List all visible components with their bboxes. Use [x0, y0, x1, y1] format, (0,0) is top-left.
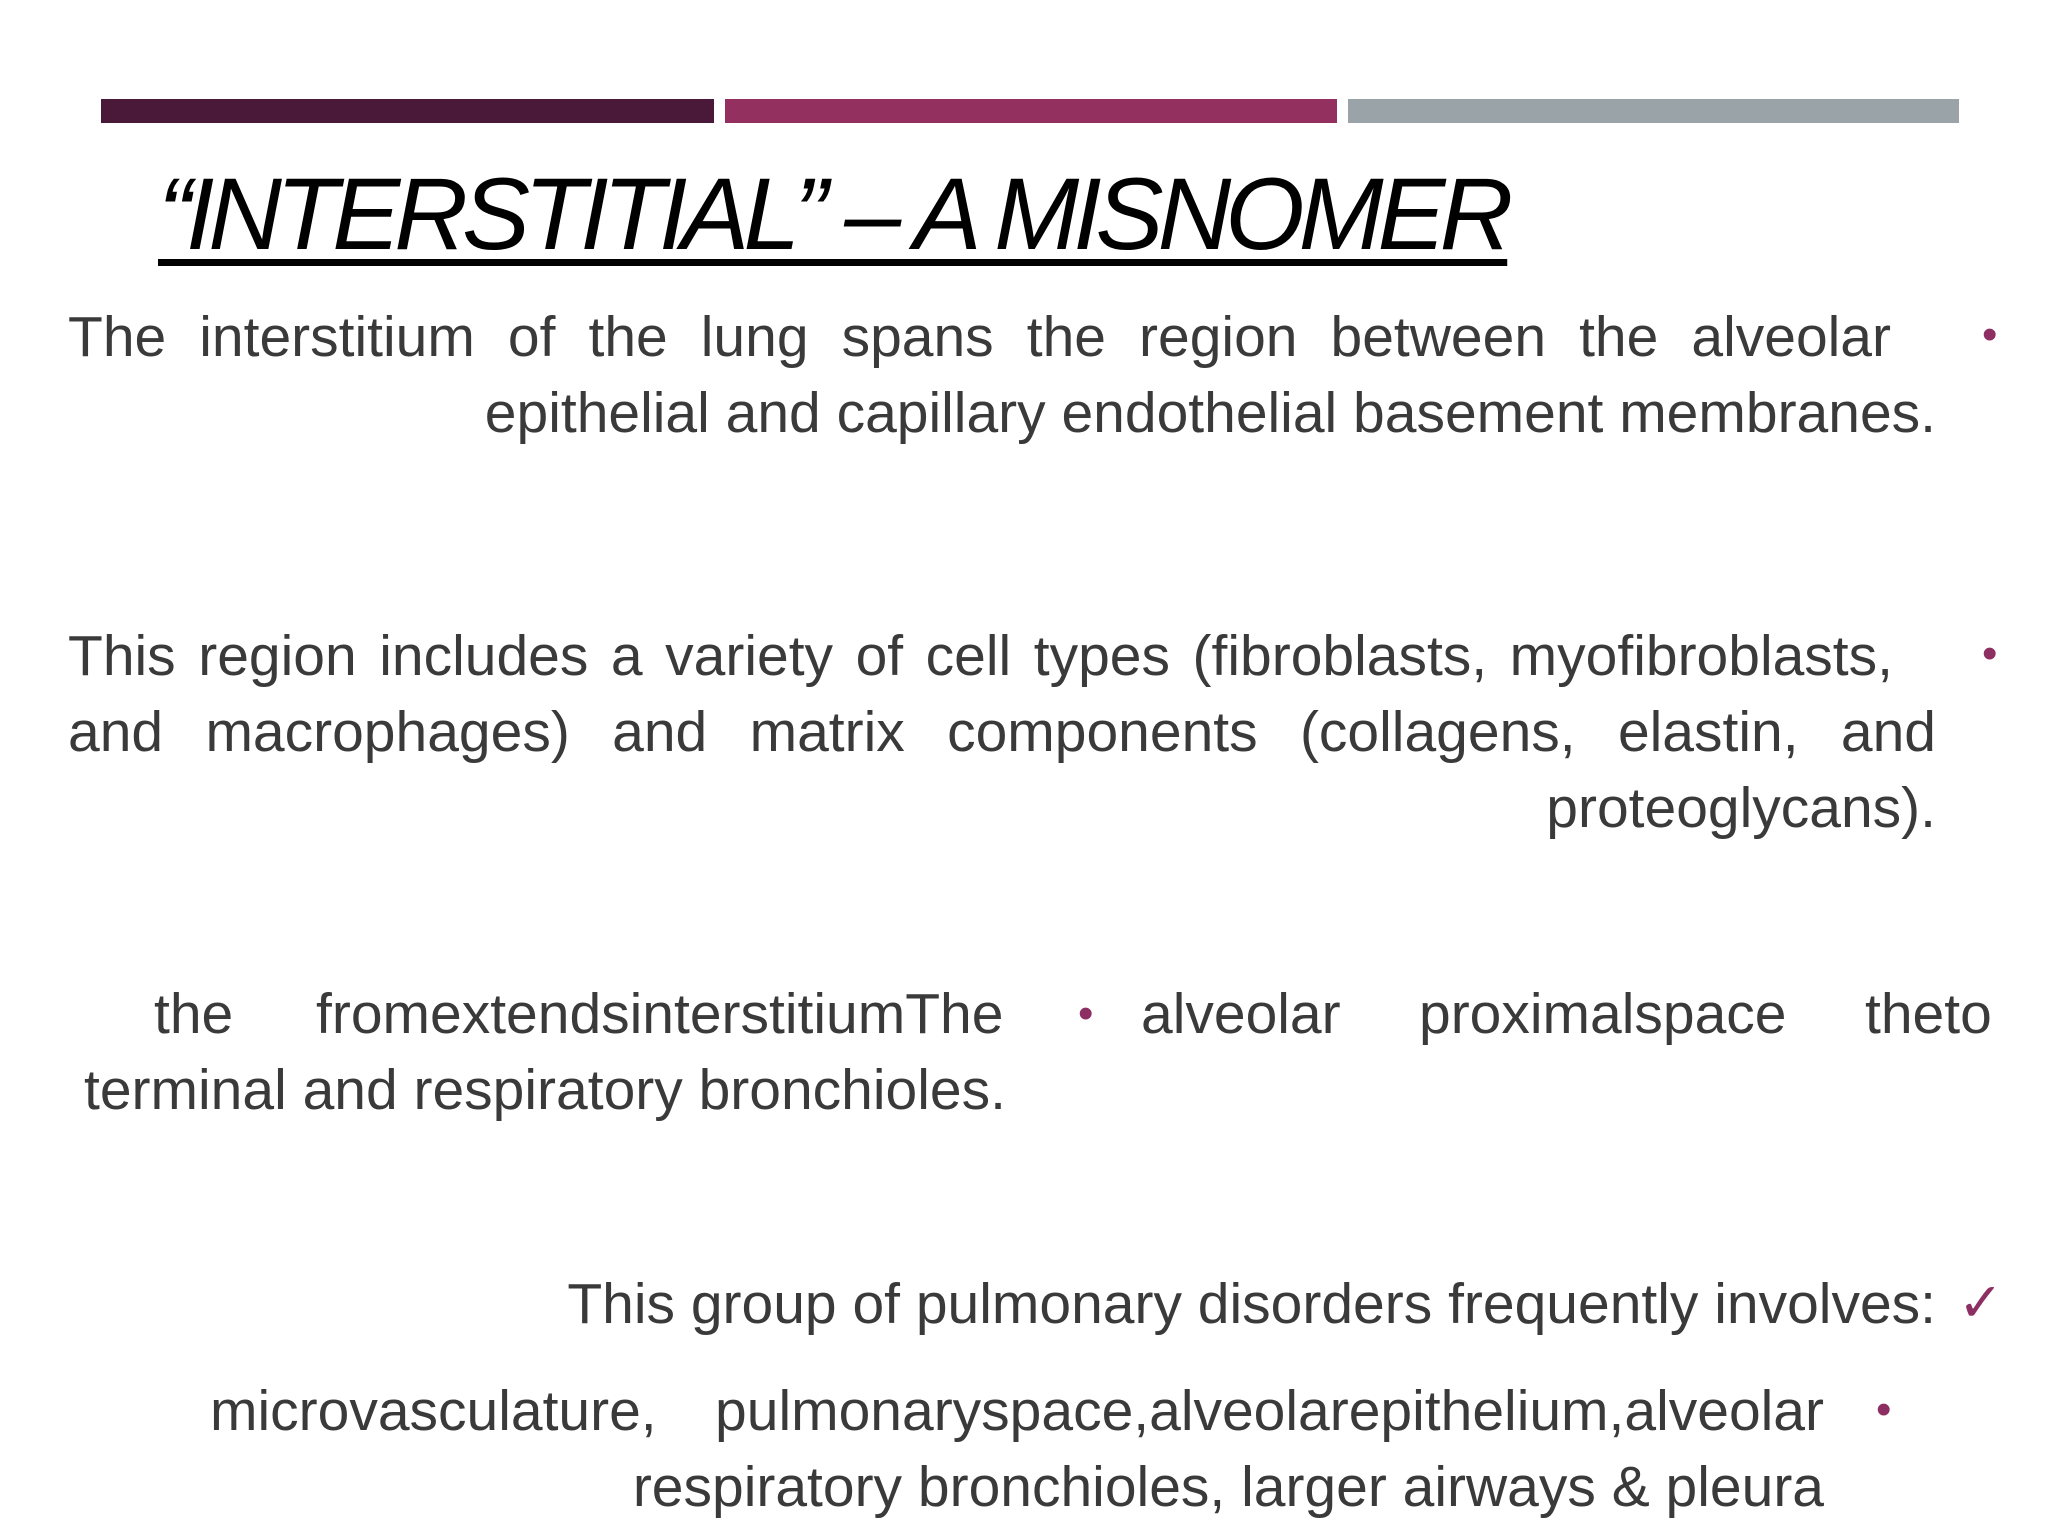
paragraph-word: microvasculature, — [210, 1379, 657, 1443]
paragraph-word: the — [154, 982, 234, 1046]
slide-title: “INTERSTITIAL” – A MISNOMER — [158, 157, 1508, 271]
paragraph-word: alveolar — [1141, 982, 1341, 1046]
checkmark-icon: ✓ — [1958, 1273, 2004, 1333]
bullet-dot: • — [1982, 629, 1998, 678]
paragraph-line: This group of pulmonary disorders frequently involves: — [567, 1272, 1936, 1336]
paragraph-line-scrambled — [84, 976, 2004, 1052]
paragraph-cell-types — [68, 618, 1936, 846]
paragraph-interstitium-definition — [68, 299, 1936, 451]
bullet-dot: • — [1078, 989, 1094, 1038]
paragraph-interstitium-extent — [84, 976, 2004, 1128]
paragraph-word: theto — [1865, 982, 1992, 1046]
paragraph-word: fromextendsinterstitiumThe — [316, 982, 1004, 1046]
paragraph-line — [210, 1373, 1824, 1449]
paragraph-line: This region includes a variety of cell types (fibroblasts, myofibroblasts, — [68, 624, 1893, 688]
bullet-dot: • — [1876, 1385, 1892, 1434]
paragraph-line: respiratory bronchioles, larger airways & pleura — [632, 1455, 1824, 1519]
paragraph-word: pulmonaryspace,alveolarepithelium,alveolar — [715, 1379, 1824, 1443]
paragraph-line: and macrophages) and matrix components (collagens, elastin, and — [68, 700, 1936, 764]
paragraph-disorders-intro — [68, 1266, 1936, 1342]
header-band-magenta — [725, 99, 1337, 123]
bullet-dot: • — [1982, 310, 1998, 359]
header-band-gray — [1348, 99, 1959, 123]
paragraph-word: proximalspace — [1419, 982, 1787, 1046]
header-band-dark — [101, 99, 714, 123]
paragraph-involved-structures — [210, 1373, 1824, 1525]
paragraph-line: proteoglycans). — [1546, 776, 1936, 840]
paragraph-line: The interstitium of the lung spans the region between the alveolar — [68, 305, 1891, 369]
paragraph-line: epithelial and capillary endothelial basement membranes. — [484, 381, 1936, 445]
paragraph-line: terminal and respiratory bronchioles. — [84, 1058, 1006, 1122]
